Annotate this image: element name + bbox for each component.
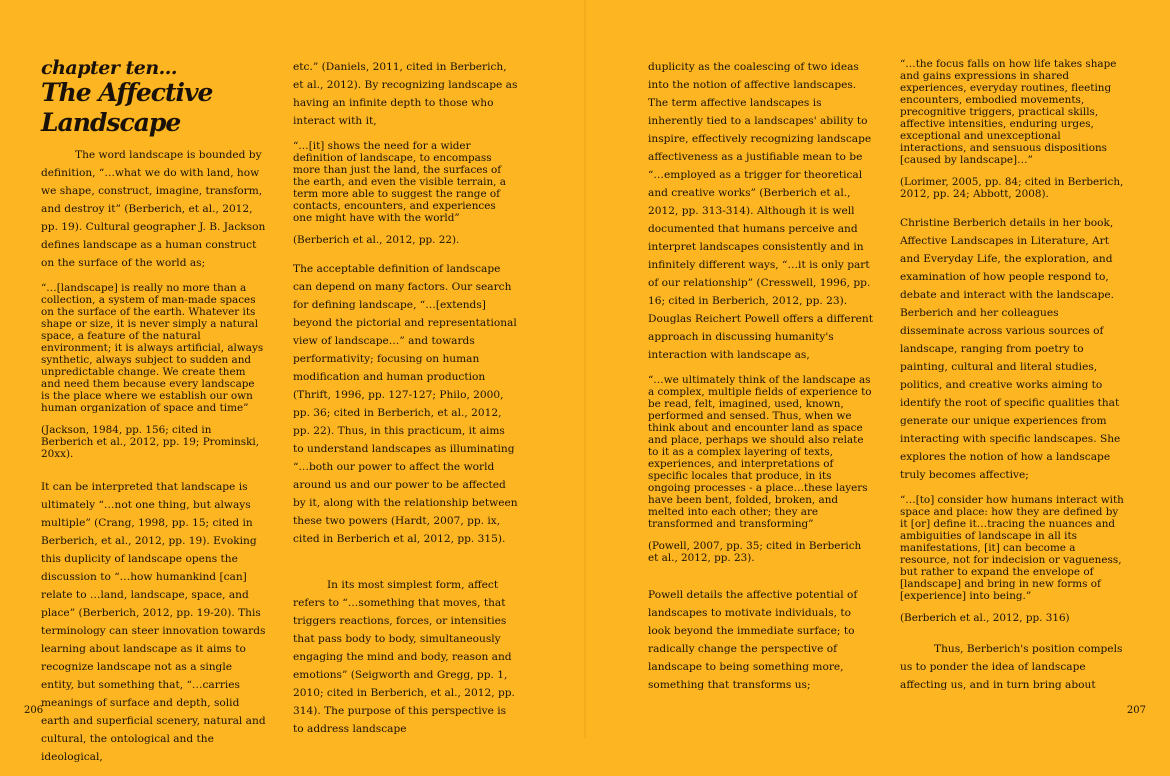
paragraph: The word landscape is bounded by definition, “…what we do with land, how we shape, construct, imagine, transform, and destroy it” (Berberich, et al., 2012, pp. 19). Cultural geographer J. B. Jackson defines landscape as a human construct on the surface of the world as;: [41, 149, 266, 269]
chapter-title: The Affective Landscape: [41, 78, 213, 137]
left-page: [0, 0, 585, 763]
citation: (Berberich et al., 2012, pp. 22).: [293, 234, 460, 246]
chapter-label: chapter ten...: [41, 57, 177, 79]
block-quote: “…[to] consider how humans interact with space and place: how they are defined by it [or] define it…tracing the nuances and ambiguities of landscape in all its manifestations, [it] can become a resource, not for indecision or vagueness, but rather to expand the envelope of [landscape] and bring in new forms of [experience] into being.”: [900, 494, 1124, 602]
column-2: [293, 58, 518, 748]
citation: (Powell, 2007, pp. 35; cited in Berberich et al., 2012, pp. 23).: [648, 540, 862, 564]
right-page: [585, 0, 1170, 738]
citation: (Lorimer, 2005, pp. 84; cited in Berberich, 2012, pp. 24; Abbott, 2008).: [900, 176, 1124, 200]
paragraph: In its most simplest form, affect refers to “…something that moves, that triggers reactions, forces, or intensities that pass body to body, simultaneously engaging the mind and body, reason and emotions” (Seigworth and Gregg, pp. 1, 2010; cited in Berberich, et al., 2012, pp. 314). The purpose of this perspective is to address landscape: [293, 579, 515, 735]
block-quote: “…the focus falls on how life takes shape and gains expressions in shared experiences, everyday routines, fleeting encounters, embodied movements, precognitive triggers, practical skills, affective intensities, enduring urges, exceptional and unexceptional interactions, and sensuous dispositions [caused by landscape]…”: [900, 58, 1117, 166]
page-number-left: 206: [24, 705, 44, 716]
paragraph: etc.” (Daniels, 2011, cited in Berberich, et al., 2012). By recognizing landscape as having an infinite depth to those who interact with it,: [293, 61, 518, 127]
block-quote: “…we ultimately think of the landscape as a complex, multiple fields of experience to be read, felt, imagined, used, known, performed and sensed. Thus, when we think about and encounter land as space and place, perhaps we should also relate to it as a complex layering of texts, experiences, and interpretations of specific locales that produce, in its ongoing processes - a place…these layers have been bent, folded, broken, and melted into each other; they are transformed and transforming”: [648, 374, 872, 530]
paragraph: The acceptable definition of landscape can depend on many factors. Our search for defining landscape, “…[extends] beyond the pictorial and representational view of landscape…” and towards performativity; focusing on human modification and human production (Thrift, 1996, pp. 127-127; Philo, 2000, pp. 36; cited in Berberich, et al., 2012, pp. 22). Thus, in this practicum, it aims to understand landscapes as illuminating “…both our power to affect the world around us and our power to be affected by it, along with the relationship between these two powers (Hardt, 2007, pp. ix, cited in Berberich et al, 2012, pp. 315).: [293, 263, 518, 545]
paragraph: It can be interpreted that landscape is ultimately “…not one thing, but always multiple” (Crang, 1998, pp. 15; cited in Berberich, et al., 2012, pp. 19). Evoking this duplicity of landscape opens the discussion to “…how humankind [can] relate to …land, landscape, space, and place” (Berberich, 2012, pp. 19-20). This terminology can steer innovation towards learning about landscape as it aims to recognize landscape not as a single entity, but something that, “…carries meanings of surface and depth, solid earth and superficial scenery, natural and cultural, the ontological and the ideological,: [41, 481, 266, 763]
block-quote: “…[it] shows the need for a wider definition of landscape, to encompass more than just the land, the surfaces of the earth, and even the visible terrain, a term more able to suggest the range of contacts, encounters, and experiences one might have with the world”: [293, 140, 506, 224]
column-1: [41, 58, 266, 776]
paragraph: Thus, Berberich's position compels us to ponder the idea of landscape affecting us, and in turn bring about: [900, 643, 1123, 691]
paragraph: duplicity as the coalescing of two ideas into the notion of affective landscapes. The term affective landscapes is inherently tied to a landscapes' ability to inspire, effectively recognizing landscape affectiveness as a justifiable mean to be “…employed as a trigger for theoretical and creative works” (Berberich et al., 2012, pp. 313-314). Although it is well documented that humans perceive and interpret landscapes consistently and in infinitely different ways, “…it is only part of our relationship” (Cresswell, 1996, pp. 16; cited in Berberich, 2012, pp. 23). Douglas Reichert Powell offers a different approach in discussing humanity's interaction with landscape as,: [648, 61, 873, 361]
citation: (Berberich et al., 2012, pp. 316): [900, 612, 1070, 624]
page-number-right: 207: [1126, 705, 1146, 716]
paragraph: Powell details the affective potential of landscapes to motivate individuals, to look beyond the immediate surface; to radically change the perspective of landscape to being something more, something that transforms us;: [648, 589, 858, 691]
block-quote: “…[landscape] is really no more than a collection, a system of man-made spaces on the surface of the earth. Whatever its shape or size, it is never simply a natural space, a feature of the natural environment; it is always artificial, always synthetic, always subject to sudden and unpredictable change. We create them and need them because every landscape is the place where we establish our own human organization of space and time”: [41, 282, 264, 414]
paragraph: Christine Berberich details in her book, Affective Landscapes in Literature, Art and Everyday Life, the exploration, and examination of how people respond to, debate and interact with the landscape. Berberich and her colleagues disseminate across various sources of landscape, ranging from poetry to painting, cultural and literal studies, politics, and creative works aiming to identify the root of specific qualities that generate our unique experiences from interacting with specific landscapes. She explores the notion of how a landscape truly becomes affective;: [900, 217, 1121, 481]
citation: (Jackson, 1984, pp. 156; cited in Berberich et al., 2012, pp. 19; Prominski, 20xx).: [41, 424, 260, 460]
column-3: [648, 58, 873, 704]
column-4: [900, 58, 1125, 704]
